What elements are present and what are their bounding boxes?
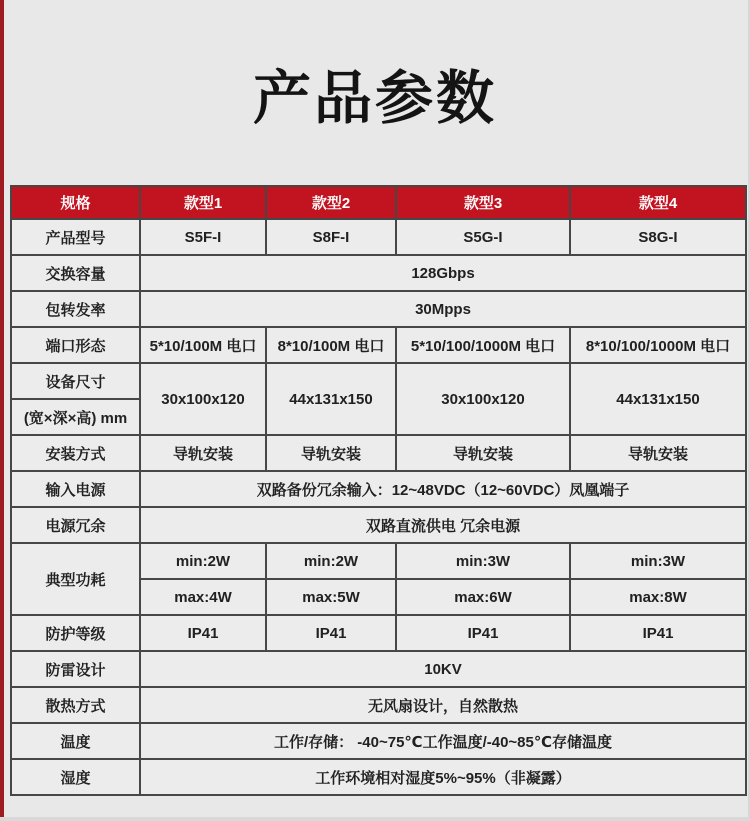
spec-value-cell: max:4W <box>140 579 266 615</box>
header-model-4: 款型4 <box>570 186 746 219</box>
row-mounting <box>11 435 746 471</box>
title-area <box>0 0 750 185</box>
row-lightning-protection <box>11 651 746 687</box>
spec-value-cell: max:5W <box>266 579 396 615</box>
spec-value-cell: 5*10/100M 电口 <box>140 327 266 363</box>
product-spec-table <box>10 185 747 796</box>
spec-value-cell: 30x100x120 <box>396 363 570 435</box>
row-typical-power-min <box>11 543 746 579</box>
row-device-size <box>11 363 746 399</box>
header-model-2: 款型2 <box>266 186 396 219</box>
spec-span-value-cell: 30Mpps <box>140 291 746 327</box>
spec-value-cell: min:3W <box>396 543 570 579</box>
spec-label-cell: 典型功耗 <box>11 543 140 615</box>
row-input-power <box>11 471 746 507</box>
spec-value-cell: max:8W <box>570 579 746 615</box>
row-power-redundancy <box>11 507 746 543</box>
row-switching-capacity <box>11 255 746 291</box>
spec-span-value-cell: 128Gbps <box>140 255 746 291</box>
spec-value-cell: 导轨安装 <box>266 435 396 471</box>
row-product-model <box>11 219 746 255</box>
spec-label-cell: 防雷设计 <box>11 651 140 687</box>
spec-span-value-cell: 双路备份冗余输入：12~48VDC（12~60VDC）凤凰端子 <box>140 471 746 507</box>
spec-value-cell: min:3W <box>570 543 746 579</box>
spec-value-cell: S5G-I <box>396 219 570 255</box>
spec-value-cell: S5F-I <box>140 219 266 255</box>
spec-label-cell: 交换容量 <box>11 255 140 291</box>
spec-value-cell: IP41 <box>266 615 396 651</box>
spec-span-value-cell: 工作/存储： -40~75℃工作温度/-40~85℃存储温度 <box>140 723 746 759</box>
spec-sublabel-cell: (宽×深×高) mm <box>11 399 140 435</box>
spec-label-cell: 湿度 <box>11 759 140 795</box>
spec-value-cell: IP41 <box>396 615 570 651</box>
header-model-3: 款型3 <box>396 186 570 219</box>
row-temperature <box>11 723 746 759</box>
bottom-edge-strip <box>0 817 750 821</box>
spec-label-cell: 安装方式 <box>11 435 140 471</box>
row-port-type <box>11 327 746 363</box>
spec-value-cell: min:2W <box>266 543 396 579</box>
row-cooling <box>11 687 746 723</box>
row-protection-rating <box>11 615 746 651</box>
spec-label-cell: 散热方式 <box>11 687 140 723</box>
row-packet-forwarding-rate <box>11 291 746 327</box>
spec-span-value-cell: 10KV <box>140 651 746 687</box>
spec-value-cell: max:6W <box>396 579 570 615</box>
spec-value-cell: 导轨安装 <box>570 435 746 471</box>
spec-value-cell: IP41 <box>570 615 746 651</box>
spec-value-cell: 导轨安装 <box>396 435 570 471</box>
spec-value-cell: 8*10/100/1000M 电口 <box>570 327 746 363</box>
header-model-1: 款型1 <box>140 186 266 219</box>
spec-label-cell: 包转发率 <box>11 291 140 327</box>
spec-label-cell: 输入电源 <box>11 471 140 507</box>
spec-label-cell: 设备尺寸 <box>11 363 140 399</box>
page-title: 产品参数 <box>252 65 497 131</box>
spec-label-cell: 端口形态 <box>11 327 140 363</box>
spec-span-value-cell: 双路直流供电 冗余电源 <box>140 507 746 543</box>
spec-value-cell: 44x131x150 <box>266 363 396 435</box>
left-accent-strip <box>0 0 4 821</box>
spec-value-cell: min:2W <box>140 543 266 579</box>
spec-label-cell: 防护等级 <box>11 615 140 651</box>
header-spec: 规格 <box>11 186 140 219</box>
spec-value-cell: 8*10/100M 电口 <box>266 327 396 363</box>
spec-label-cell: 温度 <box>11 723 140 759</box>
spec-label-cell: 产品型号 <box>11 219 140 255</box>
spec-value-cell: 导轨安装 <box>140 435 266 471</box>
spec-value-cell: 44x131x150 <box>570 363 746 435</box>
spec-value-cell: S8F-I <box>266 219 396 255</box>
spec-value-cell: S8G-I <box>570 219 746 255</box>
spec-value-cell: IP41 <box>140 615 266 651</box>
table-header-row <box>11 186 746 219</box>
spec-span-value-cell: 工作环境相对湿度5%~95%（非凝露） <box>140 759 746 795</box>
spec-span-value-cell: 无风扇设计，自然散热 <box>140 687 746 723</box>
spec-value-cell: 5*10/100/1000M 电口 <box>396 327 570 363</box>
spec-value-cell: 30x100x120 <box>140 363 266 435</box>
row-humidity <box>11 759 746 795</box>
spec-label-cell: 电源冗余 <box>11 507 140 543</box>
